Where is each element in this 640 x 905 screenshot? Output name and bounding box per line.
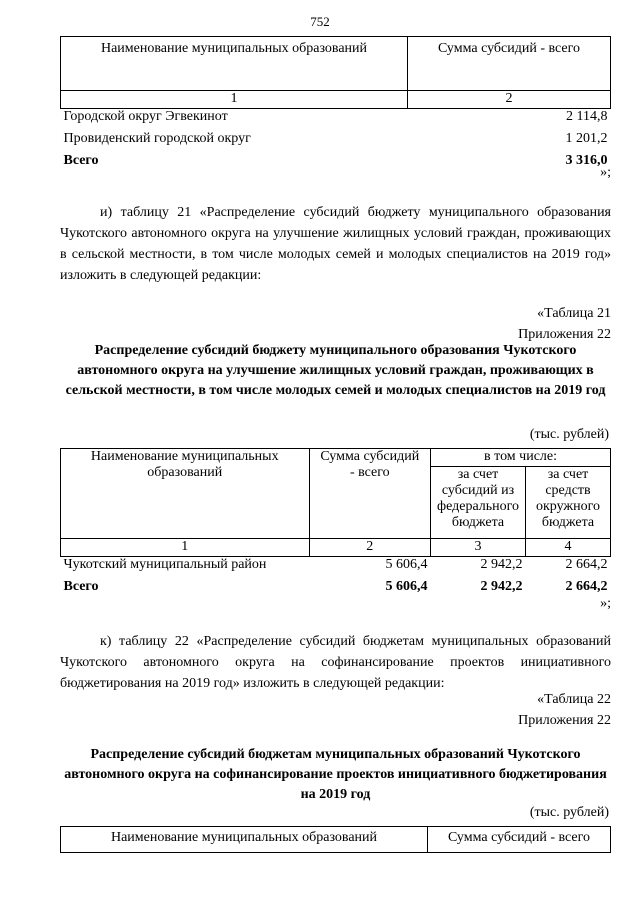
row-federal: 2 942,2	[480, 557, 523, 572]
table22-ref-line1: «Таблица 22	[537, 692, 611, 707]
row-name: Чукотский муниципальный район	[63, 557, 267, 572]
column-number: 1	[61, 539, 310, 557]
table21-units: (тыс. рублей)	[529, 427, 609, 442]
table21-reference	[518, 303, 611, 345]
column-number: 3	[431, 539, 526, 557]
table22-ref-line2: Приложения 22	[518, 713, 611, 728]
page-number: 752	[310, 14, 330, 29]
column-header-name: Наименование муниципальных образований	[61, 37, 408, 91]
table21-title: Распределение субсидий бюджету муниципального образования Чукотского автономного округа на улучшение жилищных условий граждан, проживающих в сельской местности, в том числе молодых семей и молодых специалистов на 2019 год	[65, 343, 606, 398]
column-number: 2	[309, 539, 431, 557]
table22	[60, 826, 611, 853]
paragraph-i	[60, 202, 611, 286]
table22-header-sum: Сумма субсидий - всего	[428, 827, 611, 853]
paragraph-k-text: к) таблицу 22 «Распределение субсидий бюджетам муниципальных образований Чукотского автономного округа на софинансирование проектов инициативного бюджетирования на 2019 год» изложить в следующей редакции:	[60, 634, 611, 691]
closing-quote: »;	[600, 596, 611, 611]
total-federal: 2 942,2	[480, 578, 523, 594]
total-label: Всего	[63, 152, 99, 168]
column-number: 2	[408, 91, 611, 109]
column-header-sum: Сумма субсидий - всего	[408, 37, 611, 91]
table22-header-name: Наименование муниципальных образований	[61, 827, 428, 853]
table22-units: (тыс. рублей)	[529, 805, 609, 820]
row-district: 2 664,2	[565, 557, 608, 572]
paragraph-i-text: и) таблицу 21 «Распределение субсидий бюджету муниципального образования Чукотского автономного округа на улучшение жилищных условий граждан, проживающих в сельской местности, в том числе молодых семей и молодых специалистов на 2019 год» изложить в следующей редакции:	[60, 205, 611, 283]
row-total: 5 606,4	[385, 557, 428, 572]
paragraph-k	[60, 631, 611, 694]
table21-ref-line2: Приложения 22	[518, 327, 611, 342]
table22-title: Распределение субсидий бюджетам муниципальных образований Чукотского автономного округа на софинансирование проектов инициативного бюджетирования на 2019 год	[64, 747, 607, 802]
row-name: Провиденский городской округ	[63, 130, 251, 146]
total-value: 3 316,0	[565, 152, 608, 168]
closing-quote: »;	[600, 165, 611, 180]
row-value: 2 114,8	[566, 109, 608, 124]
total-sum: 5 606,4	[385, 578, 428, 594]
total-district: 2 664,2	[565, 578, 608, 594]
table21-header-name: Наименование муниципальных образований	[61, 449, 310, 539]
row-name: Городской округ Эгвекинот	[63, 109, 228, 124]
total-label: Всего	[63, 578, 99, 594]
table21-header-including: в том числе:	[431, 449, 611, 467]
table21-header-federal: за счет субсидий из федерального бюджета	[431, 467, 526, 539]
column-number: 4	[526, 539, 611, 557]
subsidy-table-continued	[60, 36, 611, 173]
table21-ref-line1: «Таблица 21	[537, 306, 611, 321]
table21-header-total: Сумма субсидий - всего	[309, 449, 431, 539]
table21	[60, 448, 611, 599]
row-value: 1 201,2	[565, 130, 608, 146]
column-number: 1	[61, 91, 408, 109]
table21-header-district: за счет средств окружного бюджета	[526, 467, 611, 539]
table22-reference	[518, 689, 611, 731]
